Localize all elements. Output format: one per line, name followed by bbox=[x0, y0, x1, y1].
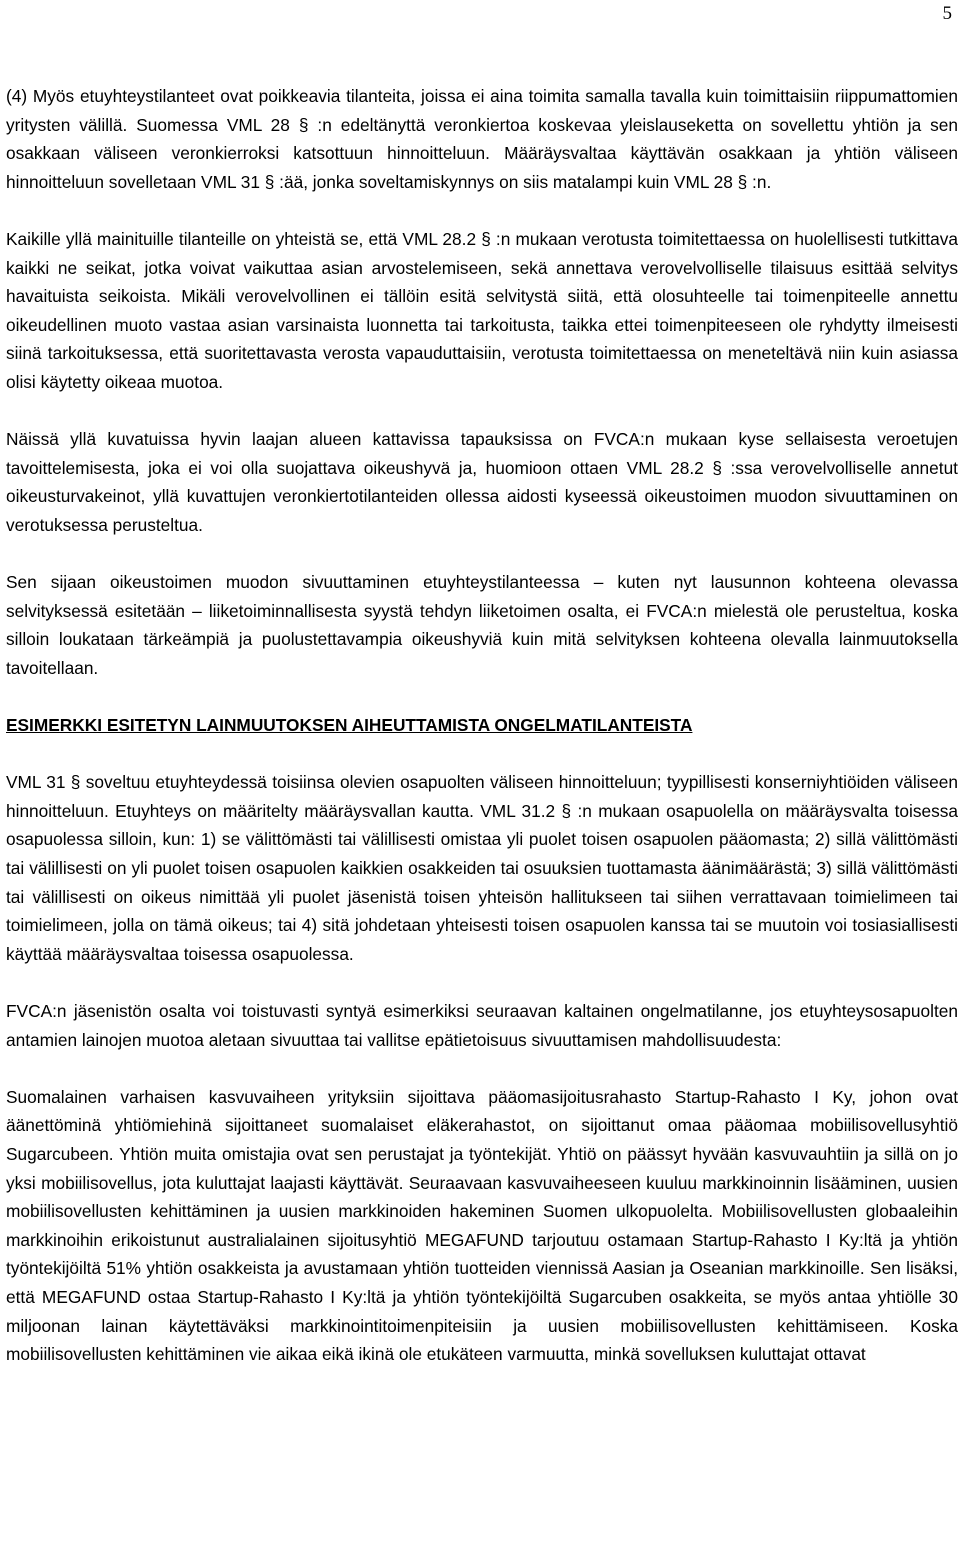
document-body bbox=[6, 82, 958, 1397]
paragraph-fvca-problem-intro: FVCA:n jäsenistön osalta voi toistuvasti syntyä esimerkiksi seuraavan kaltainen ongelmatilanne, jos etuyhteysosapuolten antamien lainojen muotoa aletaan sivuuttaa tai vallitse epätietoisuus sivuuttamisen mahdollisuudesta: bbox=[6, 1001, 958, 1050]
paragraph-related-party-situations: (4) Myös etuyhteystilanteet ovat poikkeavia tilanteita, joissa ei aina toimita samalla tavalla kuin toimittaisiin riippumattomien yritysten välillä. Suomessa VML 28 § :n edeltänyttä veronkiertoa koskevaa yleislauseketta on sovellettu yhtiön ja sen osakkaan väliseen veronkierroksi katsottuun hinnoitteluun. Määräysvaltaa käyttävän osakkaan ja yhtiön väliseen hinnoitteluun sovelletaan VML 31 § :ää, jonka soveltamiskynnys on siis matalampi kuin VML 28 § :n. bbox=[6, 86, 958, 192]
page-number: 5 bbox=[942, 3, 952, 24]
paragraph-tax-avoidance-cases: Näissä yllä kuvatuissa hyvin laajan alueen kattavissa tapauksissa on FVCA:n mukaan kyse sellaisesta veroetujen tavoittelemisesta, joka ei voi olla suojattava oikeushyvä ja, huomioon ottaen VML 28.2 § :ssa verovelvolliselle annetut oikeusturvakeinot, yllä kuvattujen veronkiertotilanteiden ollessa aidosti kyseessä oikeustoimen muodon sivuuttaminen on verotuksessa perusteltua. bbox=[6, 429, 958, 535]
paragraph-startup-example: Suomalainen varhaisen kasvuvaiheen yrityksiin sijoittava pääomasijoitusrahasto Startup-Rahasto I Ky, johon ovat äänettöminä yhtiömiehinä sijoittaneet suomalaiset eläkerahastot, on sijoittanut omaa pääomaa mobiilisovellusyhtiö Sugarcubeen. Yhtiön muita omistajia ovat sen perustajat ja työntekijät. Yhtiö on päässyt hyvään kasvuvauhtiin ja sillä on jo yksi mobiilisovellus, jota kuluttajat laajasti käyttävät. Seuraavaan kasvuvaiheeseen kuuluu markkinoinnin lisääminen, uusien mobiilisovellusten kehittäminen ja uusien markkinoiden hakeminen Suomen ulkopuolelta. Mobiilisovellusten globaaleihin markkinoihin erikoistunut australialainen sijoitusyhtiö MEGAFUND tarjoutuu ostamaan Startup-Rahasto I Ky:ltä ja yhtiön työntekijöiltä 51% yhtiön osakkeista ja avustamaan yhtiön tuotteiden viennissä Aasian ja Oseanian markkinoille. Sen lisäksi, että MEGAFUND ostaa Startup-Rahasto I Ky:ltä ja yhtiön työntekijöiltä Sugarcuben osakkeita, se myös antaa yhtiölle 30 miljoonan lainan käytettäväksi markkinointitoimenpiteisiin ja uusien mobiilisovellusten kehittämiseen. Koska mobiilisovellusten kehittäminen vie aikaa eikä ikinä ole etukäteen varmuutta, minkä sovelluksen kuluttajat ottavat bbox=[6, 1086, 958, 1365]
paragraph-vml-31-definition: VML 31 § soveltuu etuyhteydessä toisiinsa olevien osapuolten väliseen hinnoitteluun; tyypillisesti konserniyhtiöiden väliseen hinnoitteluun. Etuyhteys on määritelty määräysvallan kautta. VML 31.2 § :n mukaan osapuolella on määräysvalta toisessa osapuolessa silloin, kun: 1) se välittömästi tai välillisesti omistaa yli puolet toisen osapuolen pääomasta; 2) sillä välittömästi tai välillisesti on yli puolet toisen osapuolen kaikkien osakkeiden tai osuuksien tuottamasta äänimäärästä; 3) sillä välittömästi tai välillisesti on oikeus nimittää yli puolet jäsenistä toisen yhteisön hallitukseen tai siihen verrattavaan toimielimeen tai toimielimeen, jolla on tämä oikeus; tai 4) sitä johdetaan yhteisesti toisen osapuolen kanssa tai se muutoin voi tosiasiallisesti käyttää määräysvaltaa toisessa osapuolessa. bbox=[6, 772, 958, 964]
section-heading: ESIMERKKI ESITETYN LAINMUUTOKSEN AIHEUTTAMISTA ONGELMATILANTEISTA bbox=[6, 715, 693, 736]
paragraph-instead-disregarding-form: Sen sijaan oikeustoimen muodon sivuuttaminen etuyhteystilanteessa – kuten nyt lausunnon kohteena olevassa selvityksessä esitetään – liiketoiminnallisesta syystä tehdyn liiketoimen osalta, ei FVCA:n mielestä ole perusteltua, koska silloin loukataan tärkeämpiä ja puolustettavampia oikeushyviä kuin mitä selvityksen kohteena olevalla lainmuutoksella tavoitellaan. bbox=[6, 572, 958, 678]
paragraph-common-to-all-situations: Kaikille yllä mainituille tilanteille on yhteistä se, että VML 28.2 § :n mukaan verotusta toimitettaessa on huolellisesti tutkittava kaikki ne seikat, jotka voivat vaikuttaa asian arvostelemiseen, sekä annettava verovelvolliselle tilaisuus esittää selvitys havaituista seikoista. Mikäli verovelvollinen ei tällöin esitä selvitystä siitä, että olosuhteelle tai toimenpiteelle annettu oikeudellinen muoto vastaa asian varsinaista luonnetta tai tarkoitusta, taikka ettei toimenpiteeseen ole ryhdytty ilmeisesti siinä tarkoituksessa, että suoritettavasta verosta vapauduttaisiin, verotusta toimitettaessa on meneteltävä niin kuin asiassa olisi käytetty oikeaa muotoa. bbox=[6, 228, 958, 392]
